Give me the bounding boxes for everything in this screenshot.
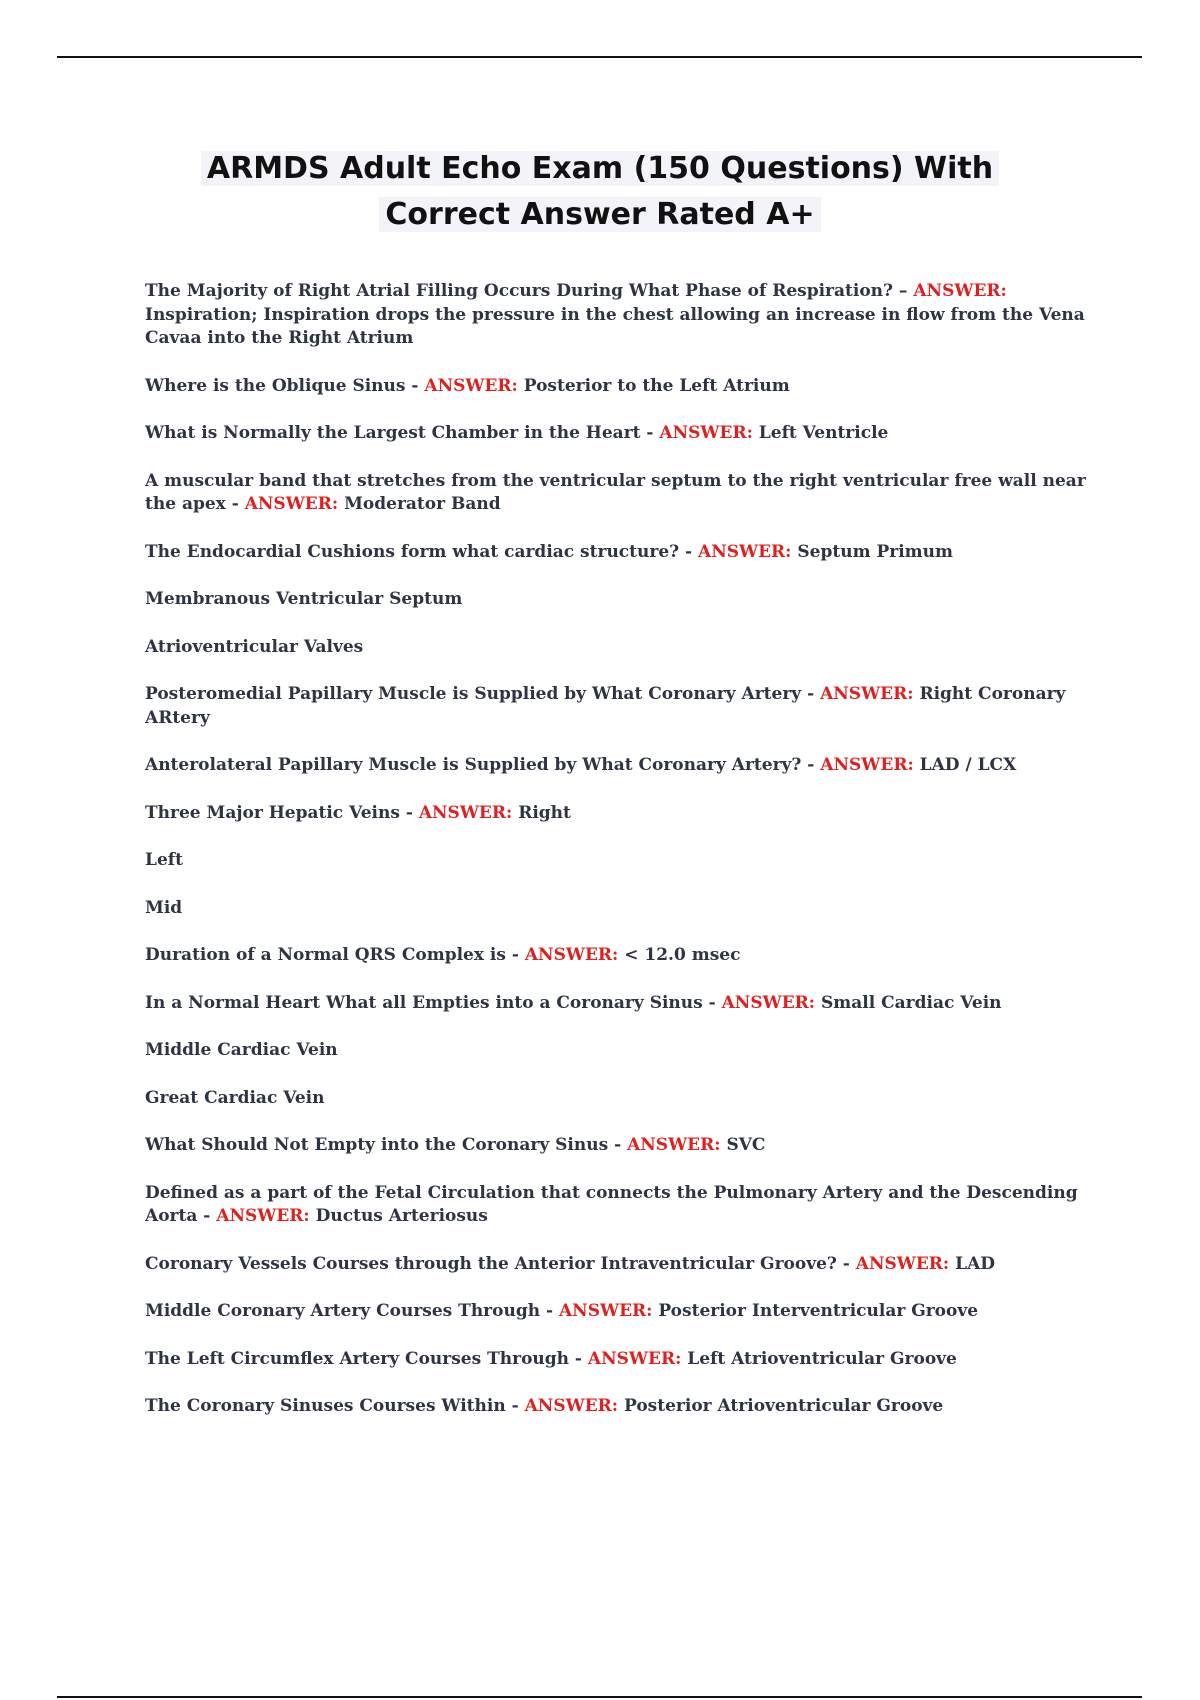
answer-text: Posterior Interventricular Groove bbox=[652, 1301, 979, 1321]
qa-item bbox=[145, 280, 1095, 351]
qa-item bbox=[145, 1182, 1095, 1229]
question-text: Posteromedial Papillary Muscle is Supplied by What Coronary Artery - bbox=[145, 684, 821, 704]
question-text: Where is the Oblique Sinus - bbox=[145, 375, 425, 396]
bottom-divider bbox=[57, 1696, 1142, 1698]
qa-item bbox=[145, 897, 1095, 921]
question-text: Defined as a part of the Fetal Circulation that connects the Pulmonary Artery and the Descending Aorta - bbox=[145, 1182, 1078, 1226]
question-text: The Left Circumflex Artery Courses Through - bbox=[145, 1348, 588, 1369]
answer-label: ANSWER: bbox=[216, 1206, 310, 1226]
qa-item bbox=[145, 849, 1095, 873]
answer-text: Right Coronary ARtery bbox=[145, 684, 1066, 728]
question-text: Middle Coronary Artery Courses Through - bbox=[145, 1301, 559, 1321]
qa-item bbox=[145, 754, 1095, 778]
answer-label: ANSWER: bbox=[524, 945, 619, 965]
answer-label: ANSWER: bbox=[820, 755, 914, 775]
answer-text: Ductus Arteriosus bbox=[309, 1206, 488, 1226]
qa-item bbox=[145, 636, 1095, 660]
question-text: Anterolateral Papillary Muscle is Supplied by What Coronary Artery? - bbox=[145, 755, 821, 775]
qa-item bbox=[145, 944, 1095, 968]
qa-item bbox=[145, 683, 1095, 730]
answer-text: Left Ventricle bbox=[752, 423, 889, 443]
qa-item bbox=[145, 470, 1095, 517]
answer-text: LAD / LCX bbox=[913, 755, 1017, 775]
qa-item bbox=[145, 422, 1095, 446]
question-text: Coronary Vessels Courses through the Anterior Intraventricular Groove? - bbox=[145, 1253, 856, 1274]
qa-item bbox=[145, 1253, 1095, 1277]
question-text: The Coronary Sinuses Courses Within - bbox=[145, 1396, 525, 1416]
question-text: The Majority of Right Atrial Filling Occurs During What Phase of Respiration? – bbox=[145, 281, 914, 301]
question-text: Atrioventricular Valves bbox=[145, 636, 364, 657]
qa-item bbox=[145, 1087, 1095, 1111]
answer-label: ANSWER: bbox=[418, 802, 513, 823]
question-text: What Should Not Empty into the Coronary Sinus - bbox=[145, 1135, 628, 1155]
answer-text: Small Cardiac Vein bbox=[815, 992, 1002, 1013]
answer-text: Septum Primum bbox=[791, 541, 954, 562]
question-text: Mid bbox=[145, 897, 183, 918]
question-text: The Endocardial Cushions form what cardiac structure? - bbox=[145, 541, 698, 562]
top-divider bbox=[57, 56, 1142, 58]
question-text: A muscular band that stretches from the ventricular septum to the right ventricular free wall near the apex - bbox=[145, 470, 1086, 514]
qa-item bbox=[145, 1300, 1095, 1324]
title-line-2: Correct Answer Rated A+ bbox=[379, 197, 820, 232]
answer-text: Moderator Band bbox=[338, 494, 501, 514]
answer-label: ANSWER: bbox=[627, 1135, 721, 1155]
answer-text: Posterior to the Left Atrium bbox=[517, 375, 790, 396]
answer-label: ANSWER: bbox=[698, 541, 792, 562]
qa-item bbox=[145, 588, 1095, 612]
answer-label: ANSWER: bbox=[244, 494, 339, 514]
answer-label: ANSWER: bbox=[855, 1253, 950, 1274]
answer-text: LAD bbox=[949, 1253, 996, 1274]
answer-text: Posterior Atrioventricular Groove bbox=[618, 1396, 944, 1416]
question-text: Membranous Ventricular Septum bbox=[145, 589, 463, 609]
answer-label: ANSWER: bbox=[721, 992, 816, 1013]
qa-item bbox=[145, 375, 1095, 399]
question-text: Middle Cardiac Vein bbox=[145, 1040, 338, 1060]
page-title bbox=[0, 146, 1200, 238]
answer-label: ANSWER: bbox=[913, 281, 1007, 301]
qa-item bbox=[145, 992, 1095, 1016]
answer-label: ANSWER: bbox=[424, 375, 518, 396]
answer-text: < 12.0 msec bbox=[618, 945, 741, 965]
question-text: Duration of a Normal QRS Complex is - bbox=[145, 945, 525, 965]
title-line-1: ARMDS Adult Echo Exam (150 Questions) With bbox=[201, 151, 999, 186]
answer-label: ANSWER: bbox=[524, 1396, 619, 1416]
answer-text: Inspiration; Inspiration drops the pressure in the chest allowing an increase in flow from the Vena Cavaa into the Right Atrium bbox=[145, 304, 1085, 348]
qa-item bbox=[145, 1395, 1095, 1419]
qa-item bbox=[145, 1348, 1095, 1372]
question-text: In a Normal Heart What all Empties into a Coronary Sinus - bbox=[145, 992, 722, 1013]
answer-text: Left Atrioventricular Groove bbox=[681, 1348, 957, 1369]
answer-label: ANSWER: bbox=[820, 684, 914, 704]
answer-text: SVC bbox=[720, 1135, 766, 1155]
answer-label: ANSWER: bbox=[558, 1301, 653, 1321]
qa-item bbox=[145, 1134, 1095, 1158]
qa-item bbox=[145, 802, 1095, 826]
answer-label: ANSWER: bbox=[587, 1348, 682, 1369]
qa-item bbox=[145, 541, 1095, 565]
question-text: What is Normally the Largest Chamber in the Heart - bbox=[145, 423, 660, 443]
qa-list bbox=[145, 280, 1095, 1443]
question-text: Left bbox=[145, 850, 183, 870]
question-text: Great Cardiac Vein bbox=[145, 1087, 325, 1108]
answer-label: ANSWER: bbox=[659, 423, 753, 443]
question-text: Three Major Hepatic Veins - bbox=[145, 802, 419, 823]
qa-item bbox=[145, 1039, 1095, 1063]
answer-text: Right bbox=[512, 802, 571, 823]
